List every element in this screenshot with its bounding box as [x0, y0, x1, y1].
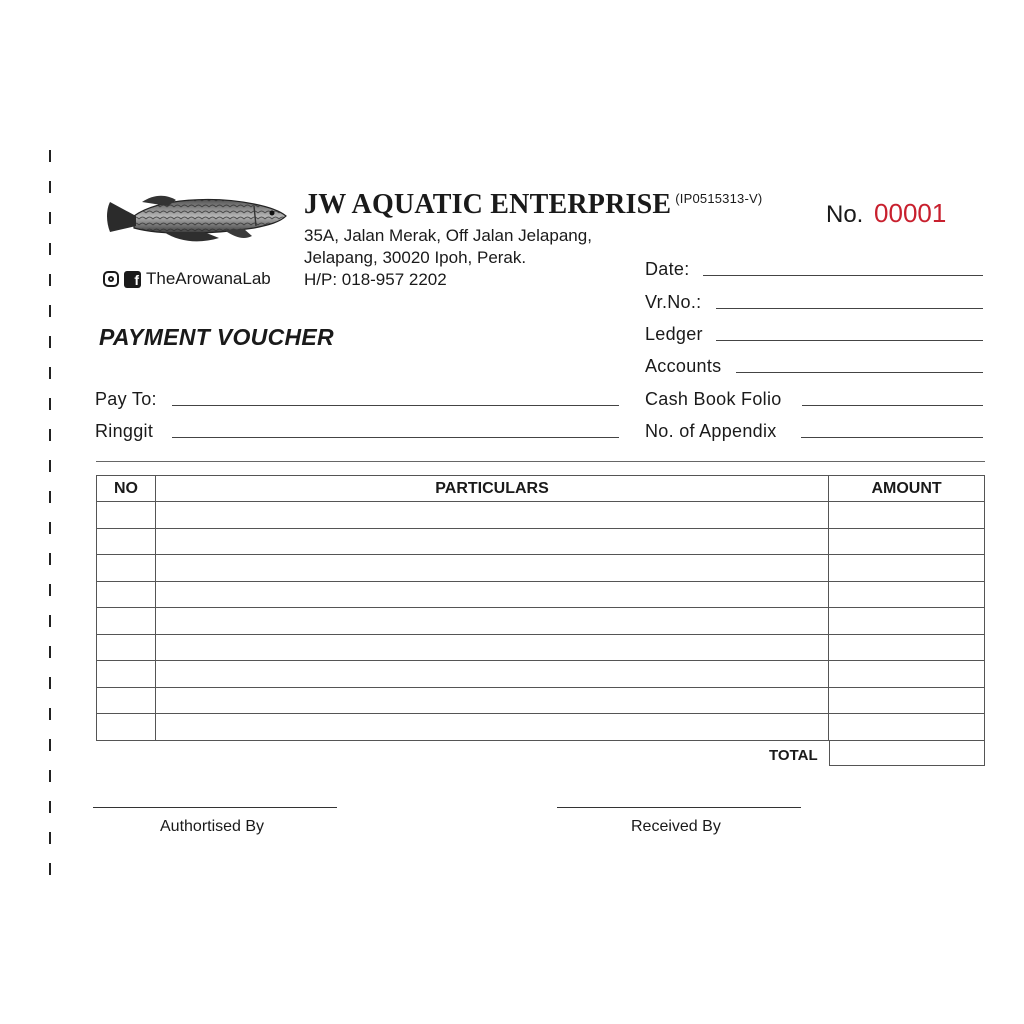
received-signature-line[interactable] [557, 807, 801, 808]
voucher-number-label: No. [826, 201, 864, 228]
perforation-tick [49, 677, 51, 689]
table-row [97, 555, 985, 582]
vr-no-label: Vr.No.: [645, 292, 702, 312]
voucher-number [826, 198, 946, 229]
header-no: NO [97, 476, 156, 502]
row-amount-cell[interactable] [829, 714, 985, 741]
perforation-tick [49, 863, 51, 875]
cash-book-folio-field[interactable] [802, 405, 983, 406]
perforation-tick [49, 398, 51, 410]
instagram-icon [103, 271, 119, 287]
social-handle-text: TheArowanaLab [146, 269, 271, 288]
perforation-tick [49, 429, 51, 441]
perforation-tick [49, 522, 51, 534]
accounts-field[interactable] [736, 372, 983, 373]
row-amount-cell[interactable] [829, 581, 985, 608]
row-no-cell[interactable] [97, 555, 156, 582]
voucher-number-value: 00001 [874, 198, 947, 228]
phone-number: H/P: 018-957 2202 [304, 270, 447, 289]
total-amount-cell[interactable] [829, 740, 985, 766]
row-amount-cell[interactable] [829, 528, 985, 555]
particulars-table [96, 475, 985, 741]
perforation-tick [49, 832, 51, 844]
pay-to-label: Pay To: [95, 389, 157, 409]
row-particulars-cell[interactable] [155, 528, 828, 555]
row-particulars-cell[interactable] [155, 687, 828, 714]
appendix-field[interactable] [801, 437, 983, 438]
perforation-tick [49, 801, 51, 813]
perforation-tick [49, 367, 51, 379]
table-row [97, 608, 985, 635]
perforation-tick [49, 739, 51, 751]
perforation-tick [49, 150, 51, 162]
authorised-signature-line[interactable] [93, 807, 337, 808]
header-amount: AMOUNT [829, 476, 985, 502]
cash-book-folio-label: Cash Book Folio [645, 389, 782, 409]
table-row [97, 661, 985, 688]
table-row [97, 634, 985, 661]
perforation-tick [49, 553, 51, 565]
row-no-cell[interactable] [97, 502, 156, 529]
table-header-row [97, 476, 985, 502]
perforation-tick [49, 460, 51, 472]
perforation-tick [49, 274, 51, 286]
row-amount-cell[interactable] [829, 634, 985, 661]
row-no-cell[interactable] [97, 714, 156, 741]
perforation-tick [49, 491, 51, 503]
perforation-tick [49, 584, 51, 596]
perforation-tick [49, 305, 51, 317]
row-amount-cell[interactable] [829, 608, 985, 635]
row-particulars-cell[interactable] [155, 502, 828, 529]
table-row [97, 581, 985, 608]
perforation-tick [49, 646, 51, 658]
date-label: Date: [645, 259, 690, 279]
row-no-cell[interactable] [97, 528, 156, 555]
header-particulars: PARTICULARS [155, 476, 828, 502]
page-title: PAYMENT VOUCHER [99, 324, 334, 350]
row-amount-cell[interactable] [829, 502, 985, 529]
address-line-1: 35A, Jalan Merak, Off Jalan Jelapang, [304, 226, 592, 245]
ringgit-field[interactable] [172, 437, 619, 438]
pay-to-field[interactable] [172, 405, 619, 406]
table-row [97, 502, 985, 529]
table-row [97, 714, 985, 741]
address-line-2: Jelapang, 30020 Ipoh, Perak. [304, 248, 527, 267]
row-amount-cell[interactable] [829, 687, 985, 714]
perforation-tick [49, 243, 51, 255]
perforation-tick [49, 336, 51, 348]
company-name [304, 189, 762, 221]
social-handle [103, 269, 271, 289]
vr-no-field[interactable] [716, 308, 983, 309]
section-divider [96, 461, 985, 462]
ringgit-label: Ringgit [95, 421, 154, 441]
table-row [97, 687, 985, 714]
row-no-cell[interactable] [97, 661, 156, 688]
company-name-text: JW AQUATIC ENTERPRISE [304, 189, 672, 220]
date-field[interactable] [703, 275, 983, 276]
received-by-label: Received By [631, 818, 721, 835]
row-no-cell[interactable] [97, 687, 156, 714]
appendix-label: No. of Appendix [645, 421, 777, 441]
table-row [97, 528, 985, 555]
row-amount-cell[interactable] [829, 661, 985, 688]
perforation-tick [49, 770, 51, 782]
ledger-label: Ledger [645, 324, 703, 344]
company-reg-no: (IP0515313-V) [675, 191, 763, 206]
perforation-tick [49, 212, 51, 224]
row-particulars-cell[interactable] [155, 661, 828, 688]
row-amount-cell[interactable] [829, 555, 985, 582]
facebook-icon: f [124, 271, 141, 288]
row-particulars-cell[interactable] [155, 555, 828, 582]
row-no-cell[interactable] [97, 634, 156, 661]
accounts-label: Accounts [645, 356, 722, 376]
arowana-fish-icon [104, 192, 288, 254]
row-particulars-cell[interactable] [155, 714, 828, 741]
perforation-tick [49, 615, 51, 627]
ledger-field[interactable] [716, 340, 983, 341]
row-particulars-cell[interactable] [155, 608, 828, 635]
row-particulars-cell[interactable] [155, 581, 828, 608]
row-no-cell[interactable] [97, 608, 156, 635]
total-label: TOTAL [769, 747, 818, 764]
perforation-tick [49, 181, 51, 193]
row-particulars-cell[interactable] [155, 634, 828, 661]
perforation-marks [49, 150, 52, 880]
row-no-cell[interactable] [97, 581, 156, 608]
authorised-by-label: Authortised By [160, 818, 265, 835]
perforation-tick [49, 708, 51, 720]
